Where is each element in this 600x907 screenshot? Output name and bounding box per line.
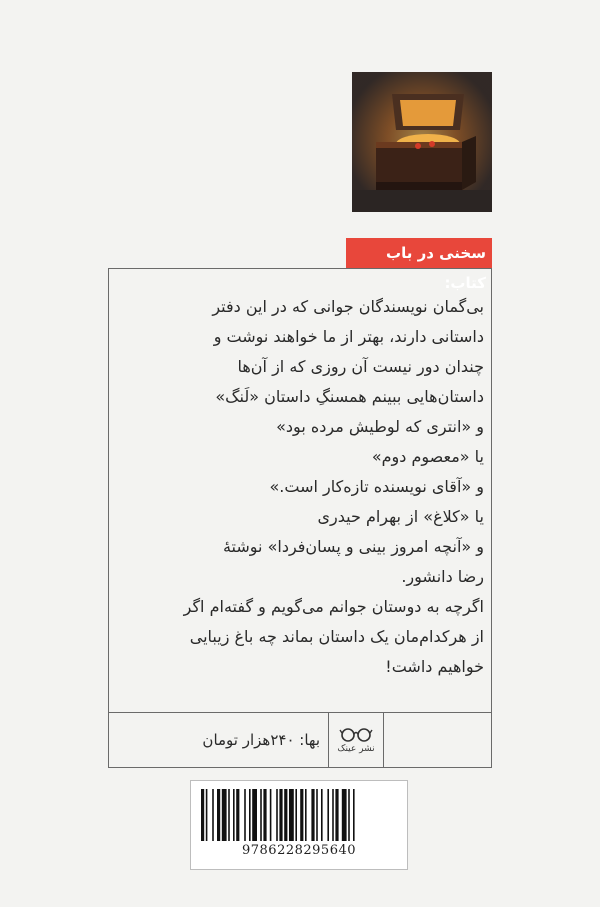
description-line: چندان دور نیست آن روزی که از آن‌ها [237, 357, 484, 376]
description-line: داستانی دارند، بهتر از ما خواهند نوشت و [213, 327, 484, 346]
description-line: و «آقای نویسنده تازه‌کار است.» [269, 477, 484, 496]
description-line: یا «کلاغ» از بهرام حیدری [317, 507, 484, 526]
barcode-bar [244, 789, 246, 841]
description-line: یا «معصوم دوم» [371, 447, 484, 466]
barcode-bar [236, 789, 239, 841]
barcode-bar [289, 789, 294, 841]
barcode-bar [295, 789, 297, 841]
publisher-logo [328, 712, 384, 768]
barcode-bar [206, 789, 208, 841]
barcode-bar [217, 789, 220, 841]
barcode-bar [263, 789, 266, 841]
barcode-bar [332, 789, 334, 841]
description-line: خواهیم داشت! [385, 657, 484, 676]
barcode-bar [212, 789, 214, 841]
description-line: بی‌گمان نویسندگان جوانی که در این دفتر [212, 297, 484, 316]
barcode-bar [260, 789, 262, 841]
description-line: از هرکدام‌مان یک داستان بماند چه باغ زیبایی [189, 627, 484, 646]
barcode-bar [335, 789, 338, 841]
barcode-bar [270, 789, 272, 841]
barcode-bar [300, 789, 303, 841]
barcode-bar [353, 789, 355, 841]
barcode-bar [321, 789, 323, 841]
barcode-bar [201, 789, 204, 841]
cover-photo-treasure-chest [352, 72, 492, 212]
barcode-bar [305, 789, 307, 841]
price-label: بها: ۲۴۰هزار تومان [202, 731, 320, 749]
description-line: و «انتری که لوطیش مرده بود» [276, 417, 484, 436]
book-description [122, 292, 484, 682]
barcode-bar [316, 789, 318, 841]
barcode-bar [249, 789, 251, 841]
barcode-bar [222, 789, 227, 841]
barcode-bar [311, 789, 314, 841]
description-line: اگرچه به دوستان جوانم می‌گویم و گفته‌ام اگر [183, 597, 484, 616]
barcode-bar [276, 789, 278, 841]
section-heading: سخنی در باب کتاب: [346, 238, 492, 268]
barcode-bar [348, 789, 350, 841]
description-line: رضا دانشور. [401, 567, 484, 586]
barcode-bars [201, 789, 397, 841]
isbn-number: 9786228295640 [241, 843, 357, 858]
glasses-icon [339, 726, 373, 742]
publisher-name: نشر عینک [337, 744, 375, 754]
isbn-barcode [190, 780, 408, 870]
description-line: و «آنچه امروز بینی و پسان‌فردا» نوشتهٔ [222, 537, 484, 556]
barcode-bar [279, 789, 282, 841]
barcode-bar [233, 789, 235, 841]
barcode-bar [327, 789, 329, 841]
barcode-bar [342, 789, 347, 841]
barcode-bar [252, 789, 257, 841]
barcode-bar [228, 789, 230, 841]
barcode-bar [284, 789, 287, 841]
description-line: داستان‌هایی ببینم همسنگِ داستان «لَنگ» [215, 387, 484, 406]
